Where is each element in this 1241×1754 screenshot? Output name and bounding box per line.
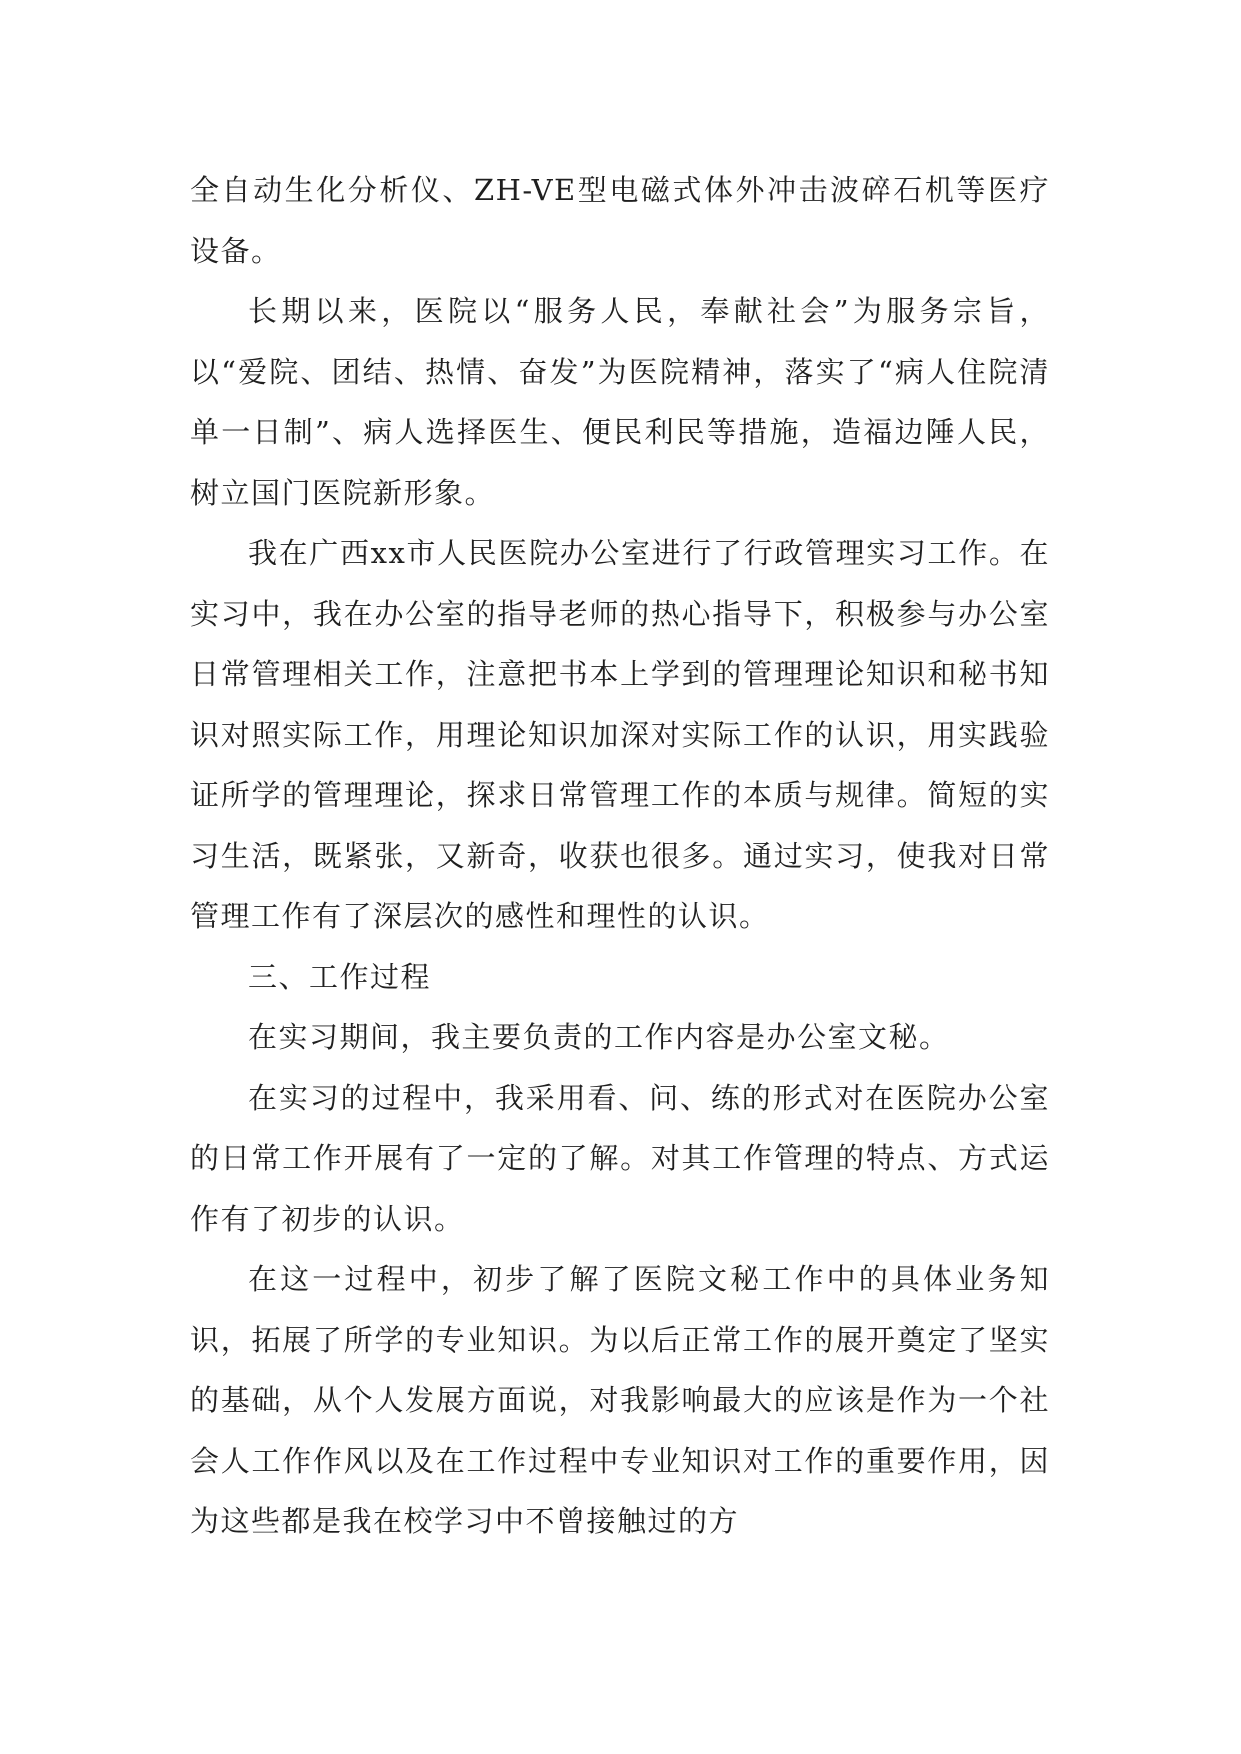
paragraph-internship-overview: 我在广西xx市人民医院办公室进行了行政管理实习工作。在实习中，我在办公室的指导老师的热心指导下，积极参与办公室日常管理相关工作，注意把书本上学到的管理理论知识和秘书知识对照实际工作，用理论知识加深对实际工作的认识，用实践验证所学的管理理论，探求日常管理工作的本质与规律。简短的实习生活，既紧张，又新奇，收获也很多。通过实习，使我对日常管理工作有了深层次的感性和理性的认识。 bbox=[190, 536, 1050, 933]
paragraph-knowledge-gained: 在这一过程中，初步了解了医院文秘工作中的具体业务知识，拓展了所学的专业知识。为以后正常工作的展开奠定了坚实的基础，从个人发展方面说，对我影响最大的应该是作为一个社会人工作作风以及在工作过程中专业知识对工作的重要作用，因为这些都是我在校学习中不曾接触过的方 bbox=[190, 1262, 1050, 1538]
paragraph-learning-method: 在实习的过程中，我采用看、问、练的形式对在医院办公室的日常工作开展有了一定的了解。对其工作管理的特点、方式运作有了初步的认识。 bbox=[190, 1080, 1050, 1236]
paragraph-hospital-mission: 长期以来，医院以“服务人民，奉献社会”为服务宗旨，以“爱院、团结、热情、奋发”为医院精神，落实了“病人住院清单一日制”、病人选择医生、便民利民等措施，造福边陲人民，树立国门医院新形象。 bbox=[190, 294, 1050, 510]
paragraph-duties: 在实习期间，我主要负责的工作内容是办公室文秘。 bbox=[248, 1020, 950, 1054]
paragraph-equipment: 全自动生化分析仪、ZH-VE型电磁式体外冲击波碎石机等医疗设备。 bbox=[190, 173, 1050, 268]
section-heading-work-process: 三、工作过程 bbox=[248, 959, 432, 994]
document-body bbox=[190, 160, 1050, 1552]
